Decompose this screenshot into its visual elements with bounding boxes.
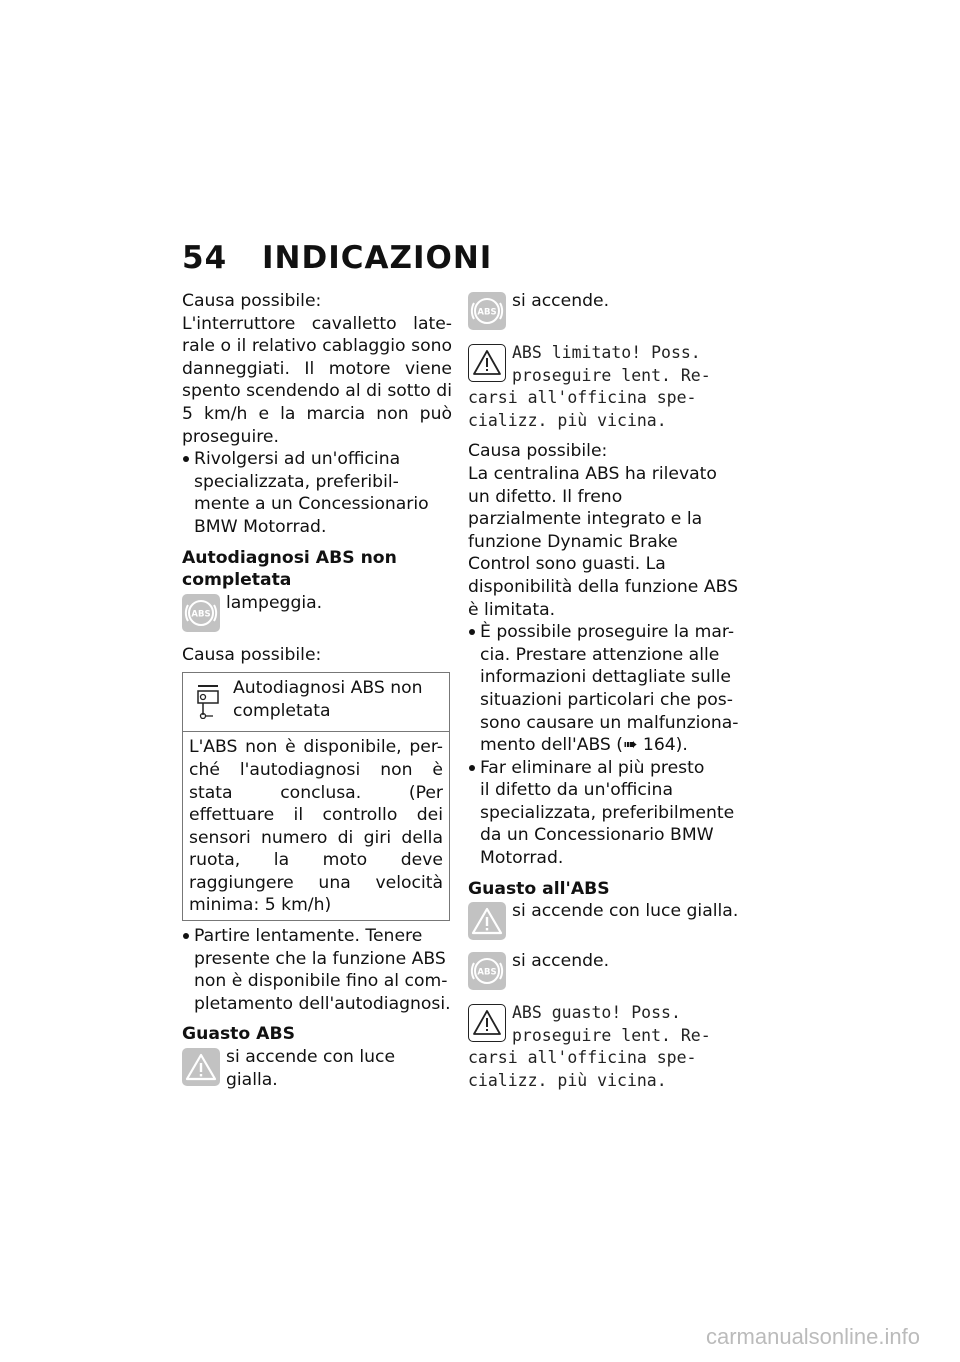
abs-warning-icon [468, 292, 506, 330]
general-warning-triangle-icon [182, 1048, 220, 1086]
list-item [468, 757, 740, 780]
cause-text: L'interruttore cavalletto late-rale o il relativo cablaggio sono danneggiati. Il motore viene spento scendendo al di sotto di 5 km/h e la marcia non può proseguire. [182, 313, 452, 447]
section-heading-cont: completata [182, 570, 292, 591]
indicator-text: si accende con luce gialla. [512, 901, 739, 922]
list-item [468, 621, 740, 644]
diagnosis-icon [195, 681, 221, 726]
list-item-text: Partire lentamente. Tenere [194, 926, 423, 947]
message-line: proseguire lent. Re- [512, 365, 711, 385]
page-title: INDICAZIONI [262, 240, 493, 276]
svg-text:ABS: ABS [191, 609, 211, 620]
indicator-text: si accende. [512, 951, 610, 972]
indicator-text: lampeggia. [226, 592, 323, 613]
warning-triangle-icon [468, 1004, 506, 1042]
cause-text: La centralina ABS ha rilevato un difetto. Il freno parzialmente integrato e la funzione Dynamic Brake Control sono guasti. La disponibilità della funzione ABS è limitata. [468, 463, 738, 620]
svg-text:ABS: ABS [477, 967, 497, 978]
message-line: proseguire lent. Re- [512, 1025, 711, 1045]
list-item-continuation: cia. Prestare attenzione alle informazioni dettagliate sulle situazioni particolari che pos-sono causare un malfunziona-mento dell'ABS (➠ 164). [480, 644, 739, 756]
warning-triangle-icon [468, 344, 506, 382]
display-message [468, 1002, 740, 1092]
message-line: carsi all'officina spe- [468, 388, 697, 408]
page-header [182, 240, 492, 276]
info-box-title: Autodiagnosi ABS non completata [233, 678, 423, 721]
list-item [182, 448, 452, 471]
general-warning-triangle-icon [468, 902, 506, 940]
cause-label: Causa possibile: [468, 441, 608, 462]
indicator-text: si accende. [512, 291, 610, 311]
indicator-row [182, 1046, 452, 1091]
display-message [468, 342, 740, 432]
list-item-continuation: il difetto da un'officina specializzata, preferibilmente da un Concessionario BMW Motorrad. [480, 780, 735, 869]
list-item-text: Far eliminare al più presto [480, 757, 705, 778]
left-column [182, 290, 452, 1091]
message-line: carsi all'officina spe- [468, 1048, 697, 1068]
section-heading: Autodiagnosi ABS non [182, 547, 397, 568]
indicator-row [182, 592, 452, 636]
info-box [182, 672, 450, 921]
list-item-continuation: specializzata, preferibil-mente a un Concessionario BMW Motorrad. [194, 471, 429, 537]
list-item-continuation: presente che la funzione ABS non è disponibile fino al com-pletamento dell'autodiagnosi. [194, 948, 451, 1014]
right-column [468, 290, 740, 1093]
indicator-text: si accende con luce gialla. [226, 1047, 396, 1090]
message-line: cializz. più vicina. [468, 410, 667, 430]
info-box-body: L'ABS non è disponibile, per-ché l'autodiagnosi non è stata conclusa. (Per effettuare il controllo dei sensori numero di giri della ruota, la moto deve raggiungere una velocità minima: 5 km/h) [189, 737, 443, 916]
indicator-row [468, 900, 740, 950]
watermark: carmanualsonline.info [705, 1324, 920, 1349]
cause-label: Causa possibile: [182, 644, 322, 665]
page-number: 54 [182, 240, 228, 276]
section-heading: Guasto ABS [182, 1024, 295, 1045]
indicator-row [468, 290, 740, 340]
indicator-row [468, 950, 740, 1000]
message-line: cializz. più vicina. [468, 1071, 667, 1091]
list-item-text: Rivolgersi ad un'officina [194, 449, 401, 470]
abs-warning-icon [468, 952, 506, 990]
cause-label: Causa possibile: [182, 291, 322, 311]
section-heading: Guasto all'ABS [468, 878, 610, 899]
abs-warning-icon [182, 594, 220, 632]
message-line: ABS limitato! Poss. [512, 343, 701, 362]
list-item [182, 925, 452, 948]
message-line: ABS guasto! Poss. [512, 1003, 681, 1023]
list-item-text: È possibile proseguire la mar- [480, 622, 735, 643]
svg-text:ABS: ABS [477, 307, 497, 318]
